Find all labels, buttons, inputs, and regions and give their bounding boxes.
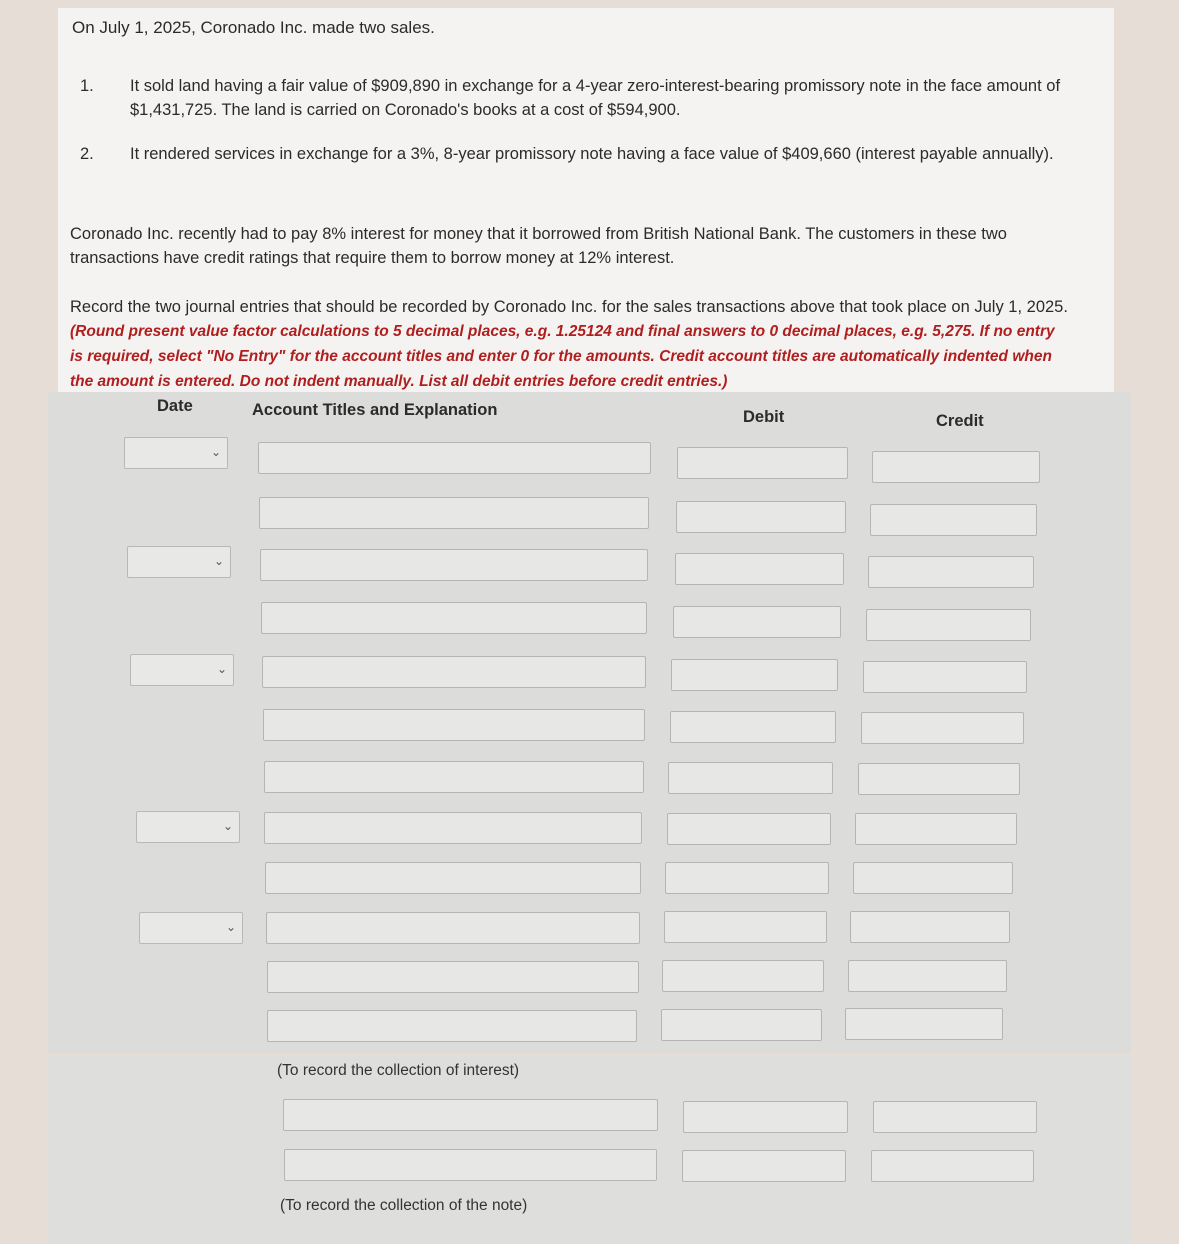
debit-input-3[interactable] <box>675 553 844 585</box>
debit-input-5[interactable] <box>671 659 838 691</box>
debit-input-6[interactable] <box>670 711 836 743</box>
header-account-titles: Account Titles and Explanation <box>252 401 498 419</box>
instructions-rounding: (Round present value factor calculations to 5 decimal places, e.g. 1.25124 and final answers to 0 decimal places, e.g. 5,275. If no entry is required, select "No Entry" for the account titles and enter 0 for the amounts. Credit account titles are automatically indented when the amount is entered. Do not indent manually. List all debit entries before credit entries.) <box>70 323 1055 390</box>
header-credit: Credit <box>936 412 984 430</box>
chevron-down-icon: ⌄ <box>210 445 221 459</box>
credit-input-4[interactable] <box>866 609 1031 641</box>
date-select-2[interactable] <box>127 546 231 578</box>
account-input-7[interactable] <box>264 761 644 793</box>
context-paragraph: Coronado Inc. recently had to pay 8% interest for money that it borrowed from British National Bank. The customers in these two transactions have credit ratings that require them to borrow money at 12% interest. <box>70 225 1007 267</box>
item-number: 1. <box>80 77 94 95</box>
debit-input-13[interactable] <box>683 1101 848 1133</box>
debit-input-8[interactable] <box>667 813 831 845</box>
date-select-5[interactable] <box>139 912 243 944</box>
credit-input-5[interactable] <box>863 661 1027 693</box>
chevron-down-icon: ⌄ <box>213 554 224 568</box>
chevron-down-icon: ⌄ <box>216 662 227 676</box>
account-input-8[interactable] <box>264 812 642 844</box>
note-collection-note: (To record the collection of the note) <box>280 1197 528 1214</box>
instructions-paragraph <box>70 295 1070 394</box>
credit-input-11[interactable] <box>848 960 1007 992</box>
instructions-text: Record the two journal entries that should be recorded by Coronado Inc. for the sales transactions above that took place on July 1, 2025. <box>70 298 1068 316</box>
credit-input-1[interactable] <box>872 451 1040 483</box>
account-input-4[interactable] <box>261 602 647 634</box>
account-input-11[interactable] <box>267 961 639 993</box>
debit-input-2[interactable] <box>676 501 846 533</box>
credit-input-12[interactable] <box>845 1008 1003 1040</box>
account-input-1[interactable] <box>258 442 651 474</box>
header-date: Date <box>157 397 193 415</box>
account-input-14[interactable] <box>284 1149 657 1181</box>
credit-input-8[interactable] <box>855 813 1017 845</box>
debit-input-9[interactable] <box>665 862 829 894</box>
credit-input-2[interactable] <box>870 504 1037 536</box>
debit-input-12[interactable] <box>661 1009 822 1041</box>
date-select-4[interactable] <box>136 811 240 843</box>
item-number: 2. <box>80 145 94 163</box>
date-select-3[interactable] <box>130 654 234 686</box>
item-text: It rendered services in exchange for a 3%, 8-year promissory note having a face value of $409,660 (interest payable annually). <box>130 145 1054 163</box>
debit-input-10[interactable] <box>664 911 827 943</box>
credit-input-9[interactable] <box>853 862 1013 894</box>
credit-input-7[interactable] <box>858 763 1020 795</box>
account-input-9[interactable] <box>265 862 641 894</box>
credit-input-6[interactable] <box>861 712 1024 744</box>
account-input-2[interactable] <box>259 497 649 529</box>
account-input-12[interactable] <box>267 1010 637 1042</box>
account-input-6[interactable] <box>263 709 645 741</box>
credit-input-14[interactable] <box>871 1150 1034 1182</box>
credit-input-10[interactable] <box>850 911 1010 943</box>
note-collection-interest: (To record the collection of interest) <box>277 1062 520 1079</box>
debit-input-11[interactable] <box>662 960 824 992</box>
account-input-13[interactable] <box>283 1099 658 1131</box>
debit-input-1[interactable] <box>677 447 848 479</box>
debit-input-7[interactable] <box>668 762 833 794</box>
credit-input-13[interactable] <box>873 1101 1037 1133</box>
header-debit: Debit <box>743 408 785 426</box>
debit-input-14[interactable] <box>682 1150 846 1182</box>
item-text: It sold land having a fair value of $909,890 in exchange for a 4-year zero-interest-bearing promissory note in the face amount of $1,431,725. The land is carried on Coronado's books at a cost of $594,900. <box>130 77 1061 119</box>
chevron-down-icon: ⌄ <box>225 920 236 934</box>
account-input-3[interactable] <box>260 549 648 581</box>
account-input-10[interactable] <box>266 912 640 944</box>
date-select-1[interactable] <box>124 437 228 469</box>
chevron-down-icon: ⌄ <box>222 819 233 833</box>
debit-input-4[interactable] <box>673 606 841 638</box>
intro-text: On July 1, 2025, Coronado Inc. made two sales. <box>72 18 435 37</box>
credit-input-3[interactable] <box>868 556 1034 588</box>
account-input-5[interactable] <box>262 656 646 688</box>
